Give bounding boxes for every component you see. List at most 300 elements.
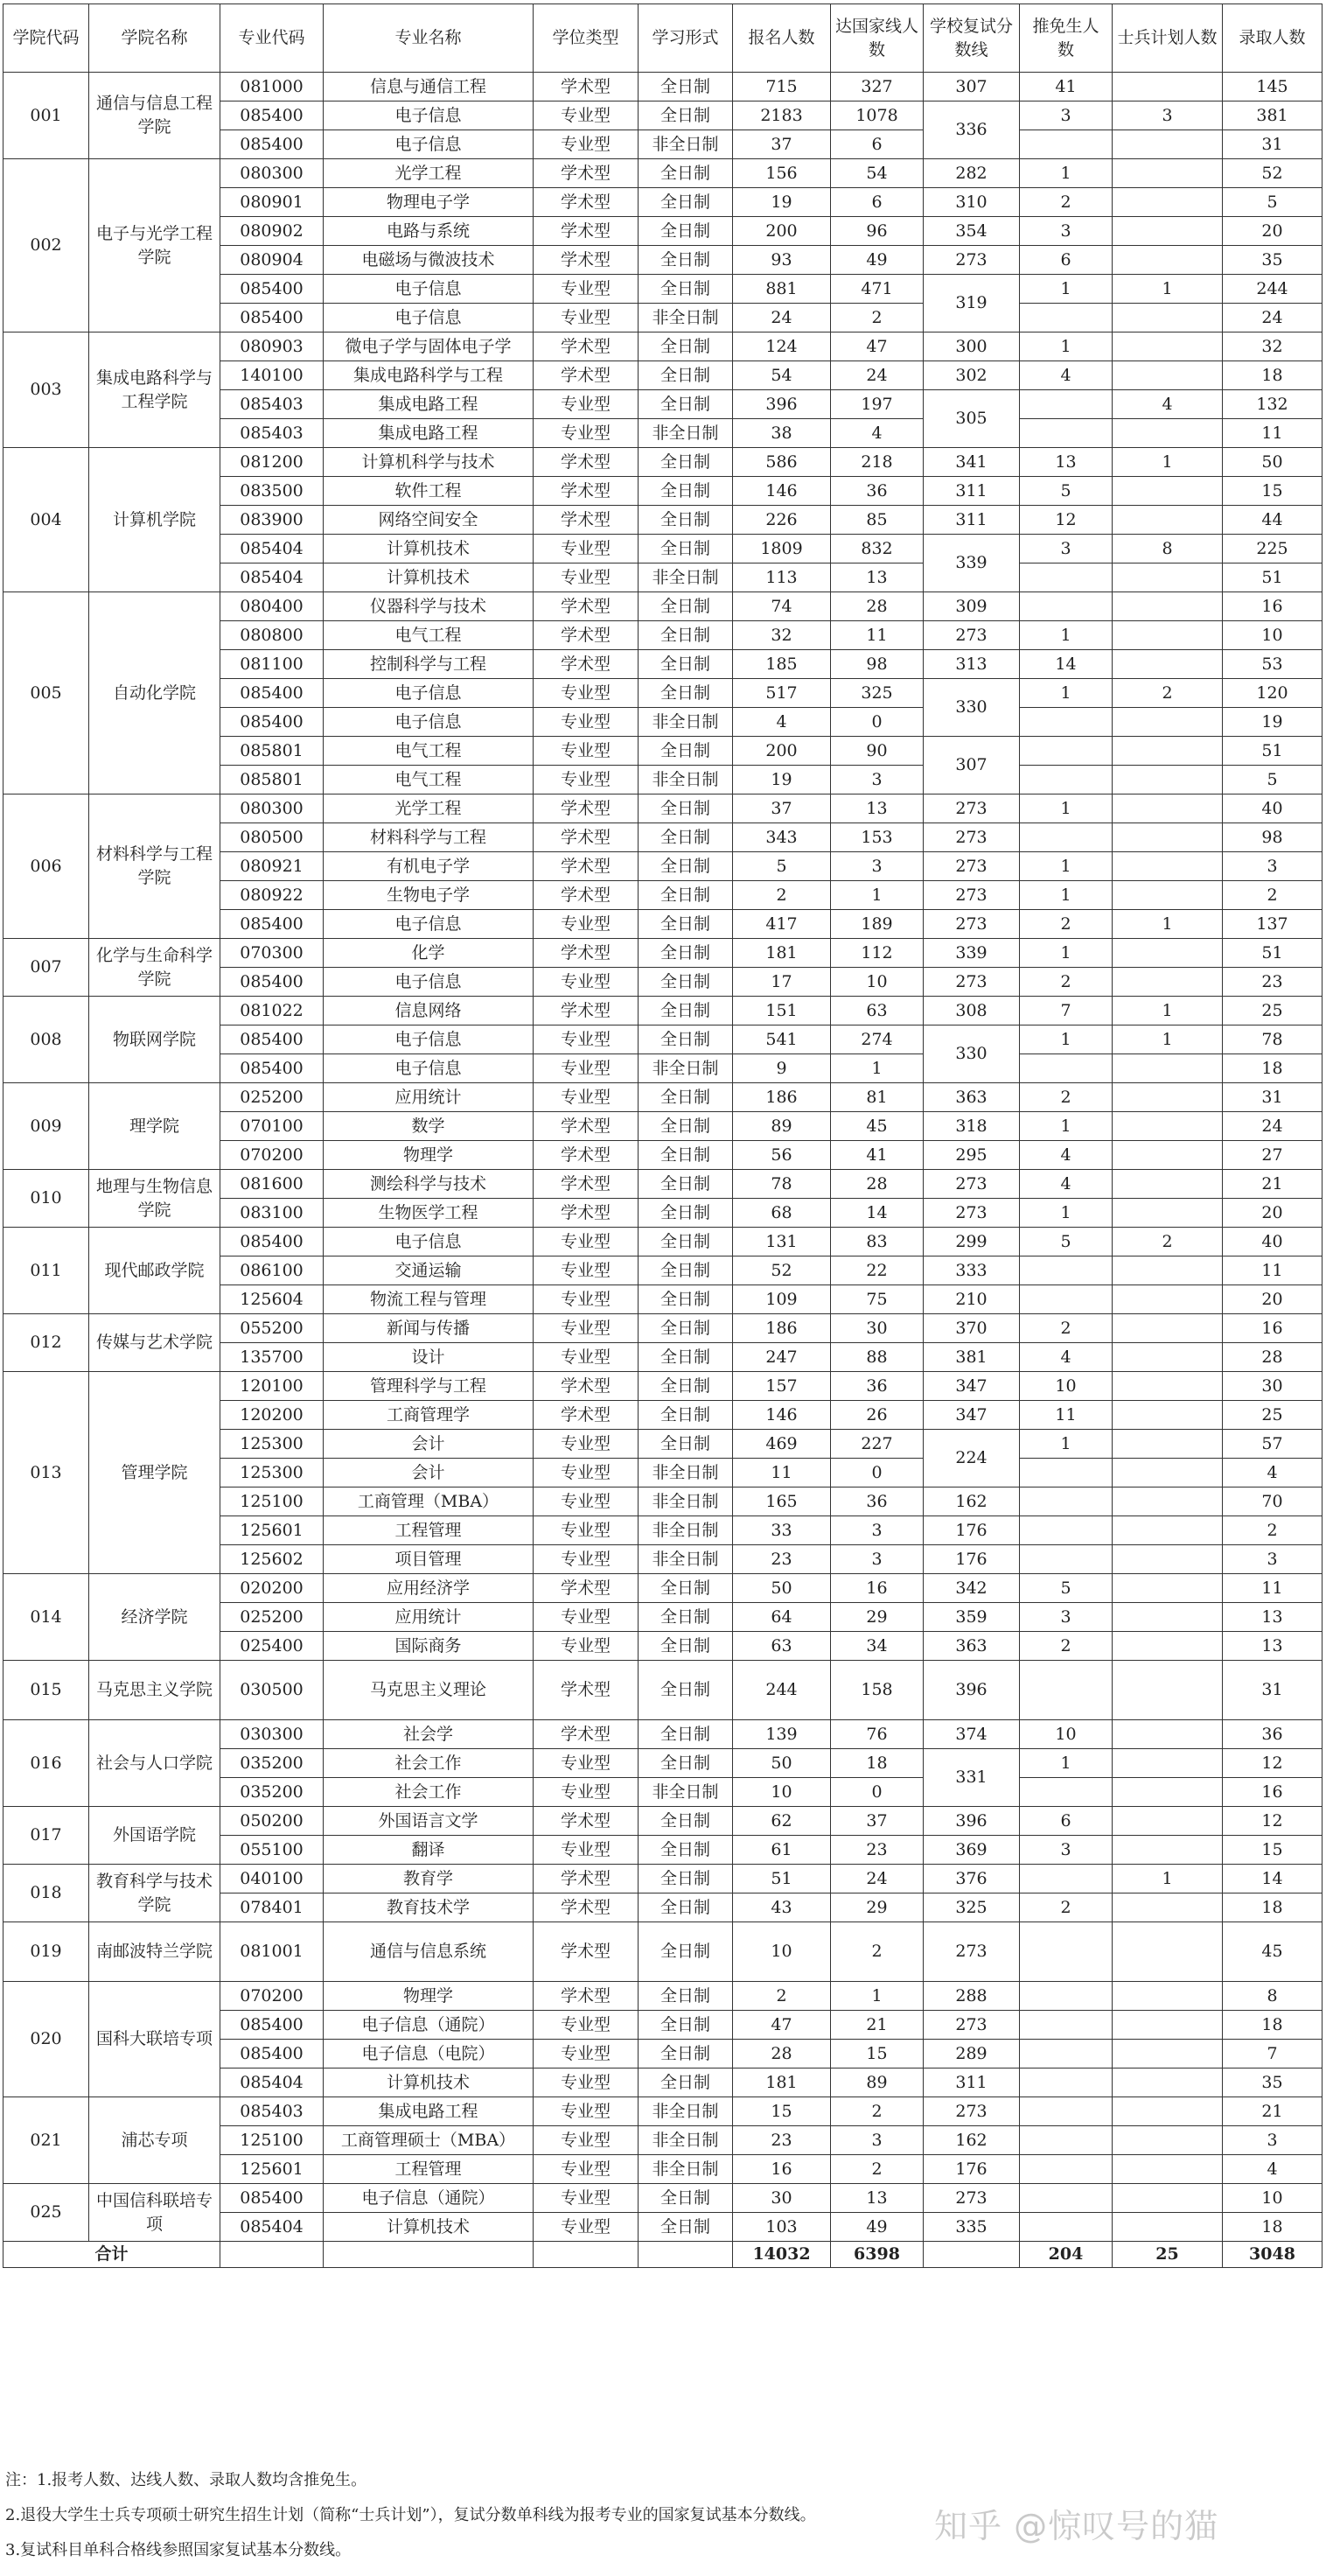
qualified-count: 16: [831, 1574, 924, 1603]
college-code: 006: [3, 794, 89, 939]
exempt-count: [1020, 419, 1113, 448]
retest-line: 162: [924, 2126, 1020, 2155]
retest-line: 347: [924, 1401, 1020, 1430]
study-mode: 全日制: [639, 1720, 733, 1749]
qualified-count: 6: [831, 188, 924, 217]
retest-line: 311: [924, 477, 1020, 506]
major-name: 会计: [324, 1459, 534, 1488]
study-mode: 全日制: [639, 448, 733, 477]
retest-line: 331: [924, 1749, 1020, 1807]
major-code: 125300: [220, 1459, 324, 1488]
college-code: 007: [3, 939, 89, 997]
retest-line: 273: [924, 823, 1020, 852]
major-name: 社会工作: [324, 1749, 534, 1778]
major-name: 软件工程: [324, 477, 534, 506]
applicants: 417: [733, 910, 831, 939]
applicants: 16: [733, 2155, 831, 2184]
college-code: 018: [3, 1865, 89, 1922]
degree-type: 专业型: [534, 766, 639, 794]
major-code: 083500: [220, 477, 324, 506]
college-code: 010: [3, 1170, 89, 1228]
soldier-count: 4: [1113, 390, 1223, 419]
qualified-count: 327: [831, 73, 924, 102]
exempt-count: [1020, 1256, 1113, 1285]
applicants: 131: [733, 1228, 831, 1256]
degree-type: 学术型: [534, 1807, 639, 1836]
college-name: 通信与信息工程学院: [89, 73, 220, 159]
study-mode: 非全日制: [639, 1459, 733, 1488]
qualified-count: 23: [831, 1836, 924, 1865]
retest-line: 305: [924, 390, 1020, 448]
exempt-count: 1: [1020, 852, 1113, 881]
admitted-count: 32: [1223, 332, 1323, 361]
total-blank: [534, 2242, 639, 2268]
major-name: 生物电子学: [324, 881, 534, 910]
degree-type: 学术型: [534, 1922, 639, 1982]
qualified-count: 2: [831, 2097, 924, 2126]
soldier-count: [1113, 564, 1223, 592]
table-row: [3, 1720, 1323, 1749]
total-row: [3, 2242, 1323, 2268]
major-code: 125300: [220, 1430, 324, 1459]
study-mode: 全日制: [639, 737, 733, 766]
exempt-count: [1020, 2011, 1113, 2040]
degree-type: 学术型: [534, 506, 639, 535]
college-name: 外国语学院: [89, 1807, 220, 1865]
qualified-count: 49: [831, 2213, 924, 2242]
soldier-count: 1: [1113, 275, 1223, 304]
study-mode: 全日制: [639, 1807, 733, 1836]
qualified-count: 54: [831, 159, 924, 188]
degree-type: 专业型: [534, 1516, 639, 1545]
qualified-count: 96: [831, 217, 924, 246]
degree-type: 学术型: [534, 217, 639, 246]
degree-type: 专业型: [534, 1488, 639, 1516]
table-row: [3, 1228, 1323, 1256]
study-mode: 全日制: [639, 621, 733, 650]
admitted-count: 35: [1223, 2068, 1323, 2097]
degree-type: 专业型: [534, 679, 639, 708]
major-name: 物理电子学: [324, 188, 534, 217]
study-mode: 全日制: [639, 2213, 733, 2242]
retest-line: 302: [924, 361, 1020, 390]
applicants: 32: [733, 621, 831, 650]
major-code: 080500: [220, 823, 324, 852]
qualified-count: 2: [831, 304, 924, 332]
applicants: 24: [733, 304, 831, 332]
exempt-count: [1020, 708, 1113, 737]
study-mode: 全日制: [639, 1430, 733, 1459]
applicants: 89: [733, 1112, 831, 1141]
applicants: 146: [733, 1401, 831, 1430]
qualified-count: 3: [831, 1545, 924, 1574]
admitted-count: 2: [1223, 881, 1323, 910]
major-code: 086100: [220, 1256, 324, 1285]
exempt-count: 5: [1020, 1228, 1113, 1256]
soldier-count: [1113, 2040, 1223, 2068]
major-name: 电子信息: [324, 1054, 534, 1083]
admitted-count: 15: [1223, 477, 1323, 506]
applicants: 37: [733, 130, 831, 159]
study-mode: 非全日制: [639, 2097, 733, 2126]
table-row: [3, 1372, 1323, 1401]
exempt-count: [1020, 1054, 1113, 1083]
retest-line: 369: [924, 1836, 1020, 1865]
degree-type: 学术型: [534, 1865, 639, 1894]
degree-type: 学术型: [534, 881, 639, 910]
major-code: 080300: [220, 794, 324, 823]
major-code: 081200: [220, 448, 324, 477]
admitted-count: 78: [1223, 1026, 1323, 1054]
major-name: 电子信息: [324, 275, 534, 304]
exempt-count: [1020, 130, 1113, 159]
applicants: 1809: [733, 535, 831, 564]
college-code: 011: [3, 1228, 89, 1314]
major-code: 025400: [220, 1632, 324, 1661]
exempt-count: 2: [1020, 1632, 1113, 1661]
major-name: 电气工程: [324, 766, 534, 794]
major-name: 电气工程: [324, 737, 534, 766]
exempt-count: [1020, 766, 1113, 794]
applicants: 30: [733, 2184, 831, 2213]
exempt-count: 1: [1020, 159, 1113, 188]
major-code: 081100: [220, 650, 324, 679]
table-row: [3, 1865, 1323, 1894]
exempt-count: 2: [1020, 1314, 1113, 1343]
exempt-count: [1020, 1516, 1113, 1545]
retest-line: 273: [924, 910, 1020, 939]
major-code: 085400: [220, 102, 324, 130]
college-code: 013: [3, 1372, 89, 1574]
study-mode: 全日制: [639, 2040, 733, 2068]
major-code: 120100: [220, 1372, 324, 1401]
major-code: 085400: [220, 2184, 324, 2213]
soldier-count: [1113, 2068, 1223, 2097]
major-name: 计算机技术: [324, 2213, 534, 2242]
major-name: 光学工程: [324, 159, 534, 188]
study-mode: 全日制: [639, 1661, 733, 1720]
degree-type: 学术型: [534, 1372, 639, 1401]
degree-type: 专业型: [534, 2213, 639, 2242]
qualified-count: 98: [831, 650, 924, 679]
header-row: [3, 4, 1323, 73]
admitted-count: 11: [1223, 1256, 1323, 1285]
major-name: 电子信息: [324, 304, 534, 332]
major-code: 085400: [220, 910, 324, 939]
retest-line: 224: [924, 1430, 1020, 1488]
college-name: 材料科学与工程学院: [89, 794, 220, 939]
major-code: 055100: [220, 1836, 324, 1865]
applicants: 4: [733, 708, 831, 737]
admitted-count: 31: [1223, 130, 1323, 159]
major-code: 085403: [220, 419, 324, 448]
applicants: 38: [733, 419, 831, 448]
exempt-count: [1020, 1982, 1113, 2011]
study-mode: 全日制: [639, 881, 733, 910]
major-name: 信息网络: [324, 997, 534, 1026]
applicants: 43: [733, 1894, 831, 1922]
college-code: 020: [3, 1982, 89, 2097]
degree-type: 专业型: [534, 1459, 639, 1488]
study-mode: 全日制: [639, 1314, 733, 1343]
soldier-count: [1113, 621, 1223, 650]
exempt-count: 2: [1020, 1083, 1113, 1112]
table-row: [3, 332, 1323, 361]
major-code: 125100: [220, 2126, 324, 2155]
applicants: 54: [733, 361, 831, 390]
admitted-count: 25: [1223, 997, 1323, 1026]
soldier-count: [1113, 968, 1223, 997]
admitted-count: 70: [1223, 1488, 1323, 1516]
soldier-count: [1113, 73, 1223, 102]
study-mode: 全日制: [639, 1343, 733, 1372]
admitted-count: 45: [1223, 1922, 1323, 1982]
degree-type: 学术型: [534, 1401, 639, 1430]
applicants: 586: [733, 448, 831, 477]
admitted-count: 145: [1223, 73, 1323, 102]
study-mode: 全日制: [639, 102, 733, 130]
major-name: 电子信息: [324, 968, 534, 997]
soldier-count: [1113, 2155, 1223, 2184]
study-mode: 全日制: [639, 1749, 733, 1778]
exempt-count: [1020, 823, 1113, 852]
college-code: 014: [3, 1574, 89, 1661]
soldier-count: [1113, 1603, 1223, 1632]
college-code: 005: [3, 592, 89, 794]
exempt-count: 4: [1020, 1170, 1113, 1199]
qualified-count: 26: [831, 1401, 924, 1430]
admitted-count: 20: [1223, 1199, 1323, 1228]
soldier-count: [1113, 1372, 1223, 1401]
major-code: 040100: [220, 1865, 324, 1894]
applicants: 244: [733, 1661, 831, 1720]
major-code: 080300: [220, 159, 324, 188]
exempt-count: [1020, 564, 1113, 592]
admitted-count: 24: [1223, 1112, 1323, 1141]
soldier-count: [1113, 1112, 1223, 1141]
major-code: 081001: [220, 1922, 324, 1982]
qualified-count: 153: [831, 823, 924, 852]
admitted-count: 5: [1223, 188, 1323, 217]
degree-type: 专业型: [534, 102, 639, 130]
soldier-count: [1113, 1982, 1223, 2011]
major-code: 080921: [220, 852, 324, 881]
applicants: 715: [733, 73, 831, 102]
major-name: 物理学: [324, 1982, 534, 2011]
exempt-count: [1020, 2155, 1113, 2184]
qualified-count: 3: [831, 1516, 924, 1545]
admitted-count: 53: [1223, 650, 1323, 679]
applicants: 881: [733, 275, 831, 304]
exempt-count: [1020, 2097, 1113, 2126]
applicants: 23: [733, 1545, 831, 1574]
watermark: 知乎 @惊叹号的猫: [934, 2507, 1219, 2545]
study-mode: 全日制: [639, 968, 733, 997]
admitted-count: 31: [1223, 1661, 1323, 1720]
qualified-count: 197: [831, 390, 924, 419]
admitted-count: 18: [1223, 2213, 1323, 2242]
major-code: 080922: [220, 881, 324, 910]
exempt-count: 3: [1020, 1603, 1113, 1632]
degree-type: 专业型: [534, 2097, 639, 2126]
major-code: 078401: [220, 1894, 324, 1922]
admitted-count: 21: [1223, 2097, 1323, 2126]
applicants: 186: [733, 1314, 831, 1343]
major-name: 工商管理（MBA）: [324, 1488, 534, 1516]
soldier-count: [1113, 1256, 1223, 1285]
exempt-count: 3: [1020, 1836, 1113, 1865]
major-code: 125602: [220, 1545, 324, 1574]
major-name: 集成电路工程: [324, 419, 534, 448]
admitted-count: 10: [1223, 2184, 1323, 2213]
table-row: [3, 2184, 1323, 2213]
admitted-count: 31: [1223, 1083, 1323, 1112]
study-mode: 全日制: [639, 2011, 733, 2040]
major-name: 生物医学工程: [324, 1199, 534, 1228]
admitted-count: 30: [1223, 1372, 1323, 1401]
study-mode: 非全日制: [639, 1488, 733, 1516]
major-name: 工程管理: [324, 2155, 534, 2184]
degree-type: 专业型: [534, 1430, 639, 1459]
major-name: 工商管理硕士（MBA）: [324, 2126, 534, 2155]
soldier-count: [1113, 708, 1223, 737]
major-name: 工商管理学: [324, 1401, 534, 1430]
degree-type: 专业型: [534, 2068, 639, 2097]
admitted-count: 24: [1223, 304, 1323, 332]
applicants: 64: [733, 1603, 831, 1632]
college-code: 021: [3, 2097, 89, 2184]
soldier-count: [1113, 1807, 1223, 1836]
degree-type: 学术型: [534, 159, 639, 188]
applicants: 19: [733, 766, 831, 794]
major-name: 物理学: [324, 1141, 534, 1170]
applicants: 165: [733, 1488, 831, 1516]
admitted-count: 51: [1223, 564, 1323, 592]
exempt-count: 2: [1020, 1894, 1113, 1922]
major-name: 应用统计: [324, 1083, 534, 1112]
study-mode: 非全日制: [639, 564, 733, 592]
admitted-count: 225: [1223, 535, 1323, 564]
major-code: 050200: [220, 1807, 324, 1836]
soldier-count: [1113, 1545, 1223, 1574]
admitted-count: 20: [1223, 217, 1323, 246]
admitted-count: 120: [1223, 679, 1323, 708]
qualified-count: 3: [831, 2126, 924, 2155]
retest-line: 341: [924, 448, 1020, 477]
study-mode: 非全日制: [639, 304, 733, 332]
retest-line: 299: [924, 1228, 1020, 1256]
college-name: 物联网学院: [89, 997, 220, 1083]
admitted-count: 18: [1223, 361, 1323, 390]
college-name: 教育科学与技术学院: [89, 1865, 220, 1922]
table-row: [3, 939, 1323, 968]
qualified-count: 471: [831, 275, 924, 304]
header-major-code: 专业代码: [220, 4, 324, 73]
applicants: 5: [733, 852, 831, 881]
major-name: 信息与通信工程: [324, 73, 534, 102]
degree-type: 专业型: [534, 737, 639, 766]
qualified-count: 83: [831, 1228, 924, 1256]
retest-line: 176: [924, 2155, 1020, 2184]
qualified-count: 3: [831, 766, 924, 794]
degree-type: 学术型: [534, 1982, 639, 2011]
total-qualified: 6398: [831, 2242, 924, 2268]
retest-line: 273: [924, 2097, 1020, 2126]
major-name: 会计: [324, 1430, 534, 1459]
soldier-count: [1113, 881, 1223, 910]
qualified-count: 85: [831, 506, 924, 535]
degree-type: 学术型: [534, 1720, 639, 1749]
table-row: [3, 448, 1323, 477]
retest-line: 273: [924, 794, 1020, 823]
soldier-count: 2: [1113, 679, 1223, 708]
college-name: 浦芯专项: [89, 2097, 220, 2184]
qualified-count: 2: [831, 2155, 924, 2184]
soldier-count: 1: [1113, 1865, 1223, 1894]
major-name: 计算机科学与技术: [324, 448, 534, 477]
admitted-count: 12: [1223, 1807, 1323, 1836]
degree-type: 专业型: [534, 1083, 639, 1112]
study-mode: 全日制: [639, 1285, 733, 1314]
soldier-count: [1113, 737, 1223, 766]
degree-type: 专业型: [534, 968, 639, 997]
exempt-count: [1020, 1865, 1113, 1894]
admitted-count: 16: [1223, 1778, 1323, 1807]
exempt-count: 10: [1020, 1720, 1113, 1749]
soldier-count: [1113, 1778, 1223, 1807]
retest-line: 318: [924, 1112, 1020, 1141]
retest-line: 282: [924, 159, 1020, 188]
study-mode: 全日制: [639, 2068, 733, 2097]
exempt-count: [1020, 2040, 1113, 2068]
degree-type: 专业型: [534, 1836, 639, 1865]
retest-line: 374: [924, 1720, 1020, 1749]
retest-line: 347: [924, 1372, 1020, 1401]
study-mode: 非全日制: [639, 419, 733, 448]
major-code: 083900: [220, 506, 324, 535]
qualified-count: 88: [831, 1343, 924, 1372]
total-label: 合计: [3, 2242, 220, 2268]
college-name: 中国信科联培专项: [89, 2184, 220, 2242]
exempt-count: [1020, 390, 1113, 419]
degree-type: 学术型: [534, 1574, 639, 1603]
study-mode: 全日制: [639, 592, 733, 621]
retest-line: 273: [924, 2184, 1020, 2213]
major-code: 125100: [220, 1488, 324, 1516]
degree-type: 专业型: [534, 1603, 639, 1632]
header-degree-type: 学位类型: [534, 4, 639, 73]
qualified-count: 6: [831, 130, 924, 159]
table-row: [3, 73, 1323, 102]
college-code: 025: [3, 2184, 89, 2242]
applicants: 226: [733, 506, 831, 535]
qualified-count: 1078: [831, 102, 924, 130]
study-mode: 非全日制: [639, 766, 733, 794]
degree-type: 专业型: [534, 1632, 639, 1661]
major-name: 数学: [324, 1112, 534, 1141]
header-study-mode: 学习形式: [639, 4, 733, 73]
table-row: [3, 1574, 1323, 1603]
soldier-count: 3: [1113, 102, 1223, 130]
qualified-count: 63: [831, 997, 924, 1026]
major-code: 080400: [220, 592, 324, 621]
applicants: 56: [733, 1141, 831, 1170]
retest-line: 273: [924, 2011, 1020, 2040]
retest-line: 336: [924, 102, 1020, 159]
major-code: 055200: [220, 1314, 324, 1343]
study-mode: 非全日制: [639, 1778, 733, 1807]
applicants: 156: [733, 159, 831, 188]
